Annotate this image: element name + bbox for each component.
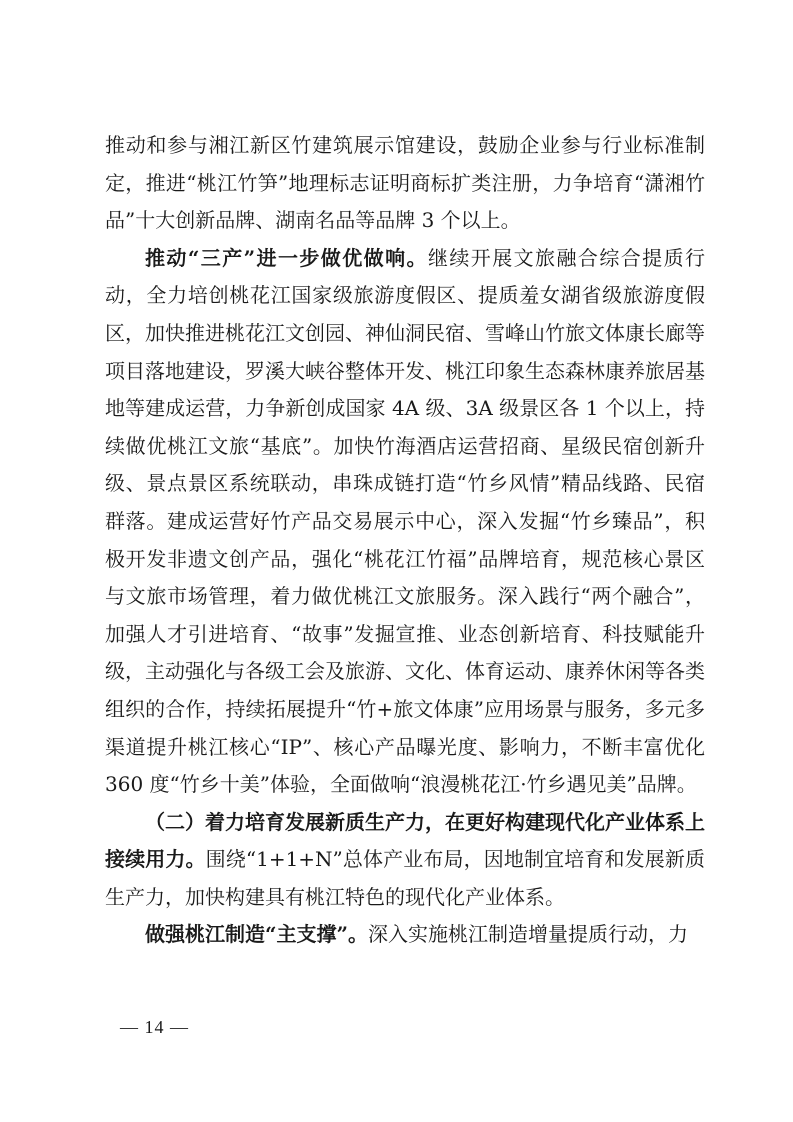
paragraph-tertiary-industry	[105, 240, 705, 804]
paragraph-heading: 做强桃江制造“主支撑”。	[145, 922, 369, 947]
paragraph-continuation	[105, 127, 705, 240]
section-heading: （二）着力培育发展新质生产力，在更好构建现代化产业体系上接续用力。	[105, 809, 705, 872]
paragraph-manufacturing	[105, 916, 705, 954]
paragraph-heading: 推动“三产”进一步做优做响。	[145, 245, 428, 270]
paragraph-text: 围绕“1+1+N”总体产业布局，因地制宜培育和发展新质生产力，加快构建具有桃江特色的现代化产业体系。	[105, 847, 706, 909]
paragraph-text: 推动和参与湘江新区竹建筑展示馆建设，鼓励企业参与行业标准制定，推进“桃江竹笋”地理标志证明商标扩类注册，力争培育“潇湘竹品”十大创新品牌、湖南名品等品牌 3 个以上。	[105, 133, 705, 233]
section-heading-two	[105, 804, 705, 917]
paragraph-text: 深入实施桃江制造增量提质行动，力	[368, 922, 689, 947]
body-text	[105, 127, 705, 954]
page-number: — 14 —	[120, 1017, 189, 1037]
paragraph-text: 继续开展文旅融合综合提质行动，全力培创桃花江国家级旅游度假区、提质羞女湖省级旅游度假区，加快推进桃花江文创园、神仙洞民宿、雪峰山竹旅文体康长廊等项目落地建设，罗溪大峡谷整体开发、桃江印象生态森林康养旅居基地等建成运营，力争新创成国家 4A 级、3A 级景区各 1 个以上，持续做优桃江文旅“基底”。加快竹海酒店运营招商、星级民宿创新升级、景点景区系统联动，串珠成链打造“竹乡风情”精品线路、民宿群落。建成运营好竹产品交易展示中心，深入发掘“竹乡臻品”，积极开发非遗文创产品，强化“桃花江竹福”品牌培育，规范核心景区与文旅市场管理，着力做优桃江文旅服务。深入践行“两个融合”，加强人才引进培育、“故事”发掘宣推、业态创新培育、科技赋能升级，主动强化与各级工会及旅游、文化、体育运动、康养休闲等各类组织的合作，持续拓展提升“竹+旅文体康”应用场景与服务，多元多渠道提升桃江核心“IP”、核心产品曝光度、影响力，不断丰富优化 360 度“竹乡十美”体验，全面做响“浪漫桃花江·竹乡遇见美”品牌。	[105, 245, 706, 797]
